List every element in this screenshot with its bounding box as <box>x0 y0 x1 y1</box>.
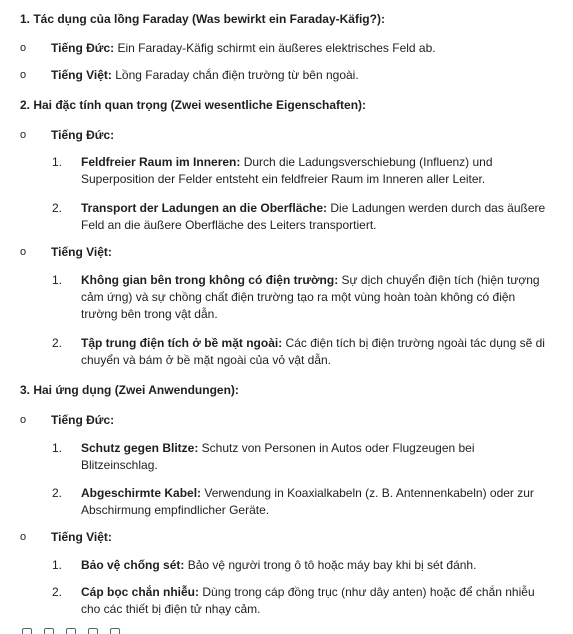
item-label: Bảo vệ chống sét: <box>81 558 185 572</box>
item-label: Tiếng Đức: <box>51 41 115 55</box>
copy-icon[interactable] <box>88 628 98 634</box>
section-heading: 3. Hai ứng dụng (Zwei Anwendungen): <box>20 383 239 397</box>
item-label: Cáp bọc chắn nhiễu: <box>81 585 200 599</box>
item-label: Tập trung điện tích ở bề mặt ngoài: <box>81 336 283 350</box>
item-text: Dùng trong cáp đồng trục (như dây anten) hoặc để chắn nhiễu cho các thiết bị điện tử nhạy cảm. <box>81 585 535 616</box>
item-label: Tiếng Đức: <box>51 128 115 142</box>
item-text: Ein Faraday-Käfig schirmt ein äußeres elektrisches Feld ab. <box>114 41 436 55</box>
item-text: Schutz von Personen in Autos oder Flugzeugen bei Blitzeinschlag. <box>81 441 475 472</box>
item-number: 1. <box>52 558 63 572</box>
bullet: o <box>20 69 27 81</box>
item-label: Feldfreier Raum im Inneren: <box>81 155 241 169</box>
item-text: Durch die Ladungsverschiebung (Influenz) und Superposition der Felder entsteht ein feldfreier Raum im Inneren aller Leiter. <box>81 155 493 186</box>
item-number: 2. <box>52 585 63 599</box>
item-text: Bảo vệ người trong ô tô hoặc máy bay khi bị sét đánh. <box>184 558 477 572</box>
thumb-down-icon[interactable] <box>44 628 54 634</box>
item-text: Die Ladungen werden durch das äußere Feld an die äußere Oberfläche des Leiters transportiert. <box>81 201 546 232</box>
bullet: o <box>20 414 27 426</box>
item-label: Transport der Ladungen an die Oberfläche: <box>81 201 328 215</box>
section-heading: 2. Hai đặc tính quan trọng (Zwei wesentliche Eigenschaften): <box>20 98 367 112</box>
item-label: Tiếng Việt: <box>51 530 112 544</box>
bullet: o <box>20 531 27 543</box>
item-label: Abgeschirmte Kabel: <box>81 486 202 500</box>
item-number: 2. <box>52 486 63 500</box>
item-label: Tiếng Việt: <box>51 68 112 82</box>
item-number: 2. <box>52 336 63 350</box>
item-number: 1. <box>52 273 63 287</box>
item-number: 2. <box>52 201 63 215</box>
response-actions <box>22 626 142 634</box>
item-number: 1. <box>52 441 63 455</box>
section-heading: 1. Tác dụng của lồng Faraday (Was bewirkt ein Faraday-Käfig?): <box>20 12 385 26</box>
item-label: Schutz gegen Blitze: <box>81 441 199 455</box>
bullet: o <box>20 246 27 258</box>
item-label: Không gian bên trong không có điện trường: <box>81 273 339 287</box>
item-text: Verwendung in Koaxialkabeln (z. B. Antennenkabeln) oder zur Abschirmung empfindlicher Geräte. <box>81 486 534 517</box>
item-text: Lồng Faraday chắn điện trường từ bên ngoài. <box>111 68 359 82</box>
item-text: Sự dịch chuyển điện tích (hiện tượng cảm ứng) và sự chồng chất điện trường tạo ra một vùng hoàn toàn không có điện trường bên trong vật dẫn. <box>81 273 540 321</box>
bullet: o <box>20 42 27 54</box>
item-label: Tiếng Đức: <box>51 413 115 427</box>
item-number: 1. <box>52 155 63 169</box>
more-icon[interactable] <box>110 628 120 634</box>
bullet: o <box>20 129 27 141</box>
item-text: Các điện tích bị điện trường ngoài tác dụng sẽ di chuyển và bám ở bề mặt ngoài của vỏ vật dẫn. <box>81 336 545 367</box>
thumb-up-icon[interactable] <box>22 628 32 634</box>
item-label: Tiếng Việt: <box>51 245 112 259</box>
refresh-icon[interactable] <box>66 628 76 634</box>
